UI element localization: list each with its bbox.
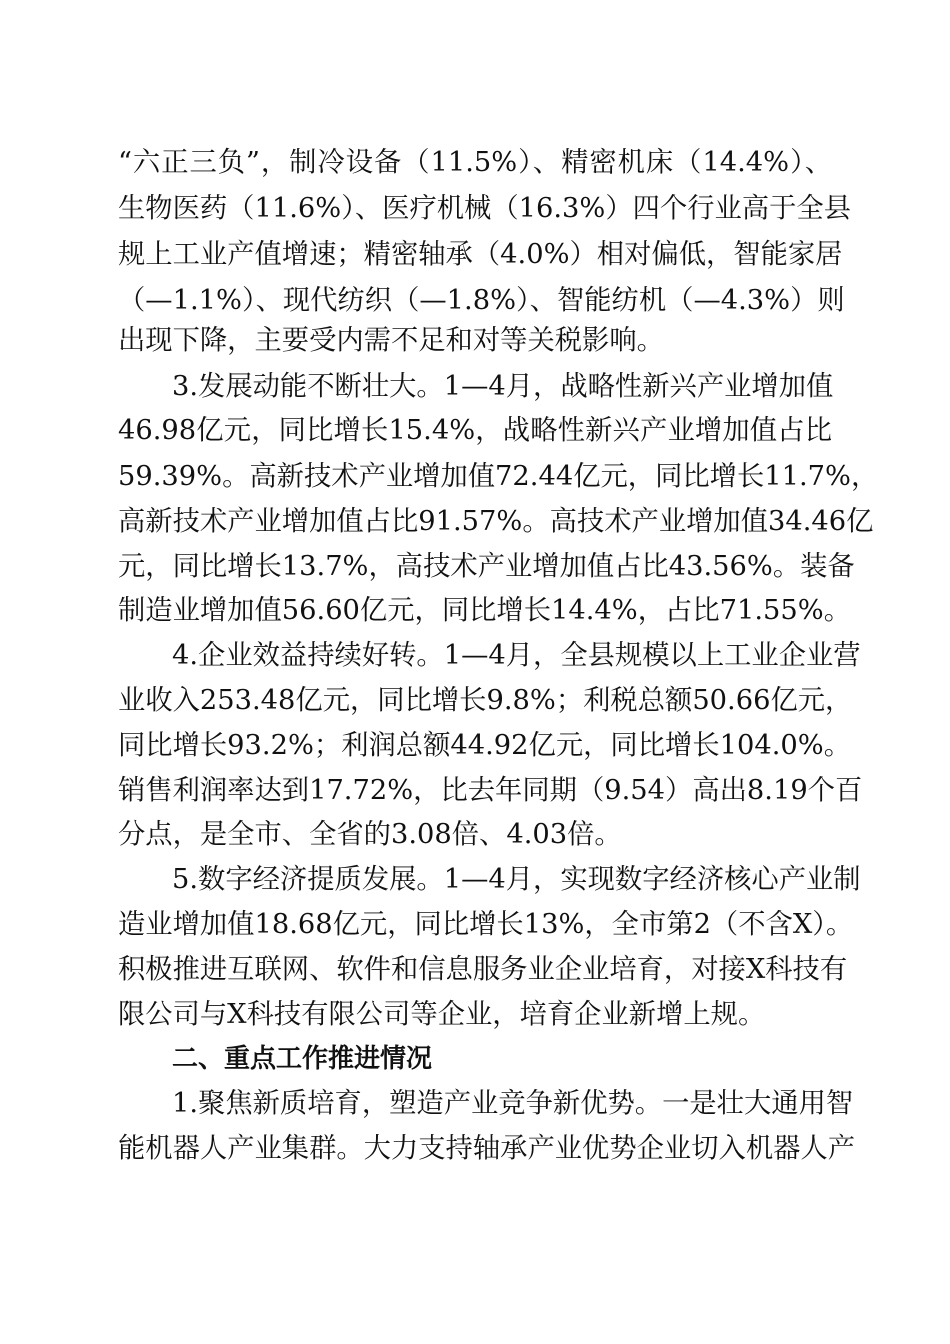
text-line: 出现下降，主要受内需不足和对等关税影响。 [118,325,664,356]
text-line: 4.企业效益持续好转。1—4月，全县规模以上工业企业营 [172,640,861,671]
text-line: 5.数字经济提质发展。1—4月，实现数字经济核心产业制 [172,864,861,895]
text-line: 业收入253.48亿元，同比增长9.8%；利税总额50.66亿元， [118,685,853,716]
text-line: 销售利润率达到17.72%，比去年同期（9.54）高出8.19个百 [118,775,863,806]
text-line: 59.39%。高新技术产业增加值72.44亿元，同比增长11.7%， [118,461,879,492]
text-line: 造业增加值18.68亿元，同比增长13%，全市第2（不含X）。 [118,909,854,940]
text-line: 1.聚焦新质培育，塑造产业竞争新优势。一是壮大通用智 [172,1088,854,1119]
section-heading: 二、重点工作推进情况 [172,1044,433,1074]
text-line: 制造业增加值56.60亿元，同比增长14.4%，占比71.55%。 [118,595,851,626]
text-line: 规上工业产值增速；精密轴承（4.0%）相对偏低，智能家居 [118,239,843,270]
text-line: （—1.1%）、现代纺织（—1.8%）、智能纺机（—4.3%）则 [118,285,845,316]
text-line: “六正三负”，制冷设备（11.5%）、精密机床（14.4%）、 [118,147,832,178]
text-line: 能机器人产业集群。大力支持轴承产业优势企业切入机器人产 [118,1133,856,1164]
text-line: 分点，是全市、全省的3.08倍、4.03倍。 [118,819,622,850]
text-line: 同比增长93.2%；利润总额44.92亿元，同比增长104.0%。 [118,730,851,761]
text-line: 46.98亿元，同比增长15.4%，战略性新兴产业增加值占比 [118,415,832,446]
text-line: 高新技术产业增加值占比91.57%。高技术产业增加值34.46亿 [118,506,874,537]
text-line: 积极推进互联网、软件和信息服务业企业培育，对接X科技有 [118,954,848,985]
text-line: 限公司与X科技有限公司等企业，培育企业新增上规。 [118,999,766,1030]
text-line: 元，同比增长13.7%，高技术产业增加值占比43.56%。装备 [118,551,855,582]
text-line: 3.发展动能不断壮大。1—4月，战略性新兴产业增加值 [172,371,834,402]
text-line: 生物医药（11.6%）、医疗机械（16.3%）四个行业高于全县 [118,193,852,224]
